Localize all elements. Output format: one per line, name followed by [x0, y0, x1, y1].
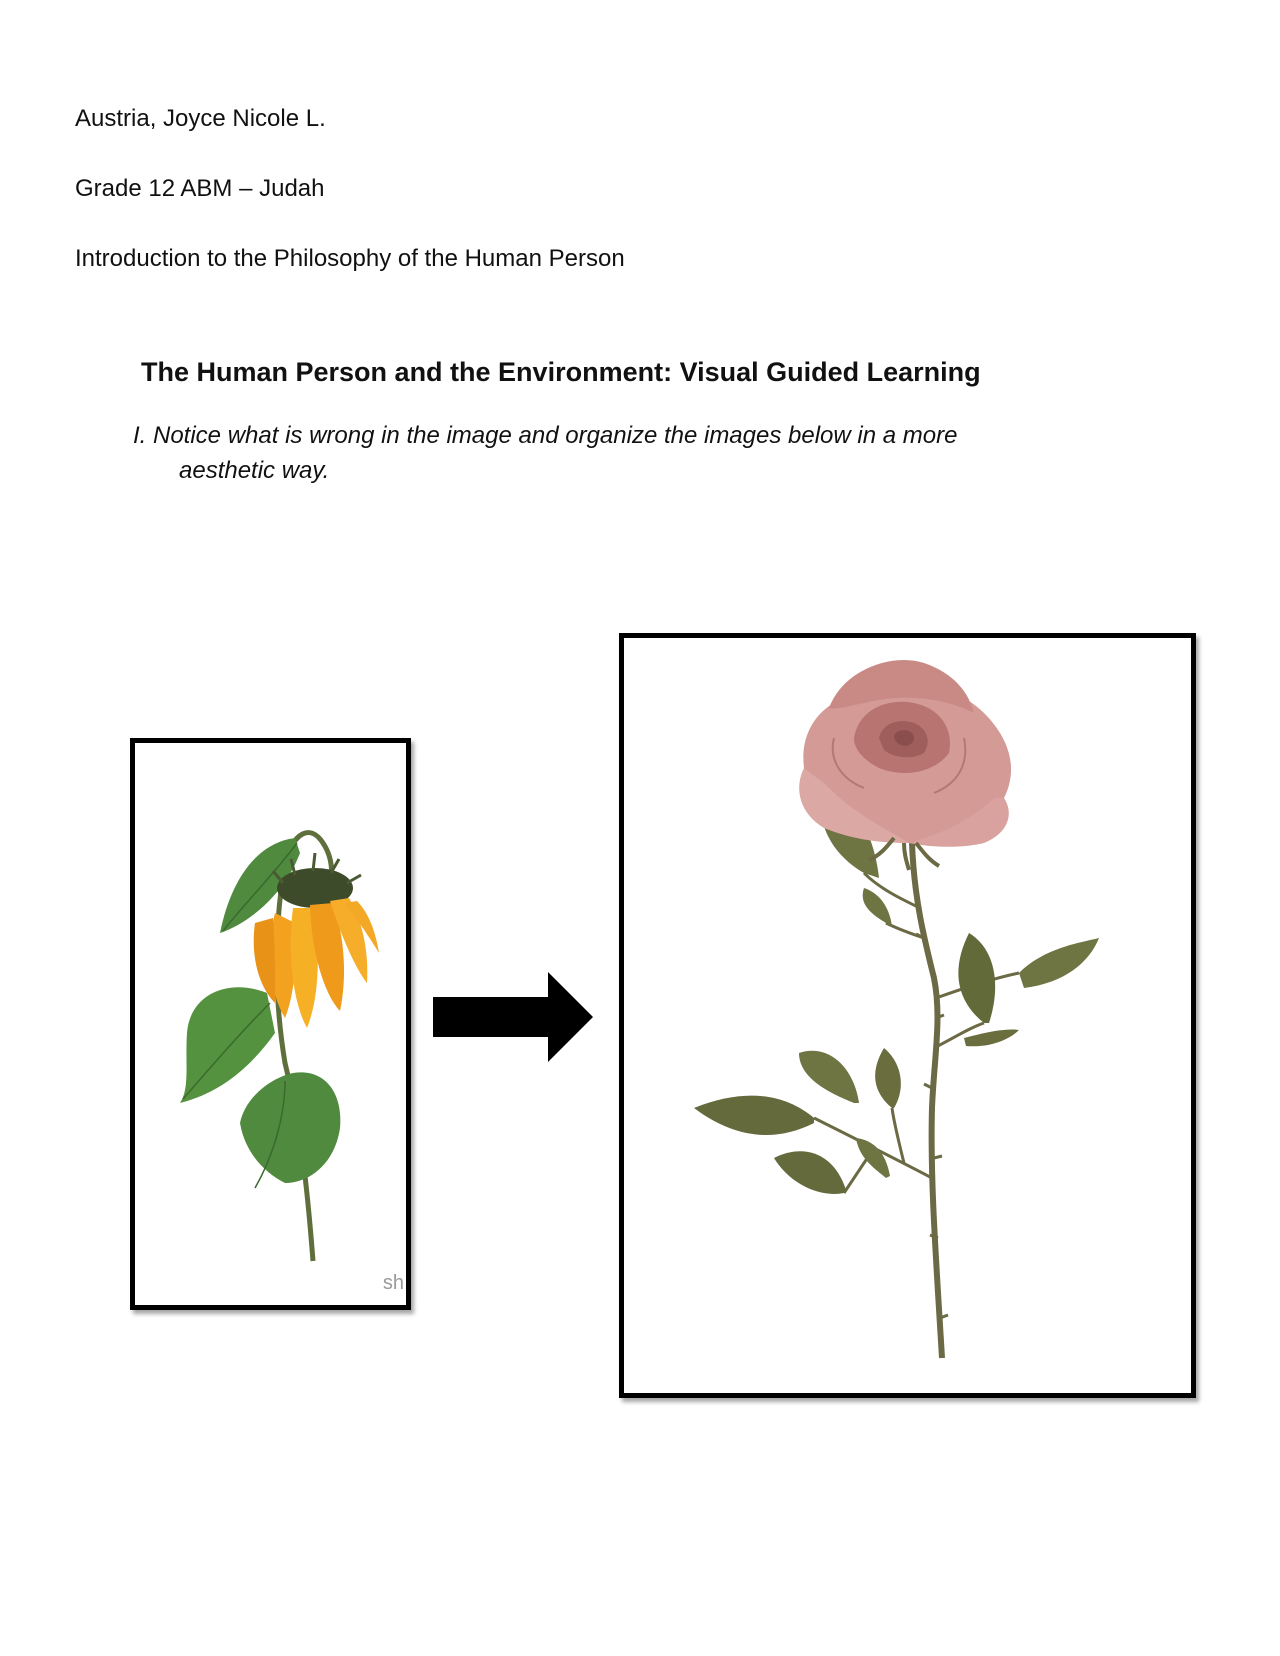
activity-title: The Human Person and the Environment: Visual Guided Learning — [141, 357, 981, 387]
grade-section: Grade 12 ABM – Judah — [75, 175, 325, 202]
pink-rose-image — [624, 638, 1191, 1393]
right-arrow-icon — [433, 972, 593, 1062]
instruction-text — [133, 418, 1093, 488]
pink-rose-image-frame — [619, 633, 1196, 1398]
course-title: Introduction to the Philosophy of the Human Person — [75, 245, 625, 272]
watermark-text: sh — [382, 1272, 404, 1294]
wilted-flower-image-frame — [130, 738, 411, 1310]
wilted-flower-image — [135, 743, 406, 1305]
instruction-line-1: I. Notice what is wrong in the image and organize the images below in a more — [133, 422, 958, 449]
instruction-line-2: aesthetic way. — [179, 457, 330, 484]
student-name: Austria, Joyce Nicole L. — [75, 105, 326, 132]
